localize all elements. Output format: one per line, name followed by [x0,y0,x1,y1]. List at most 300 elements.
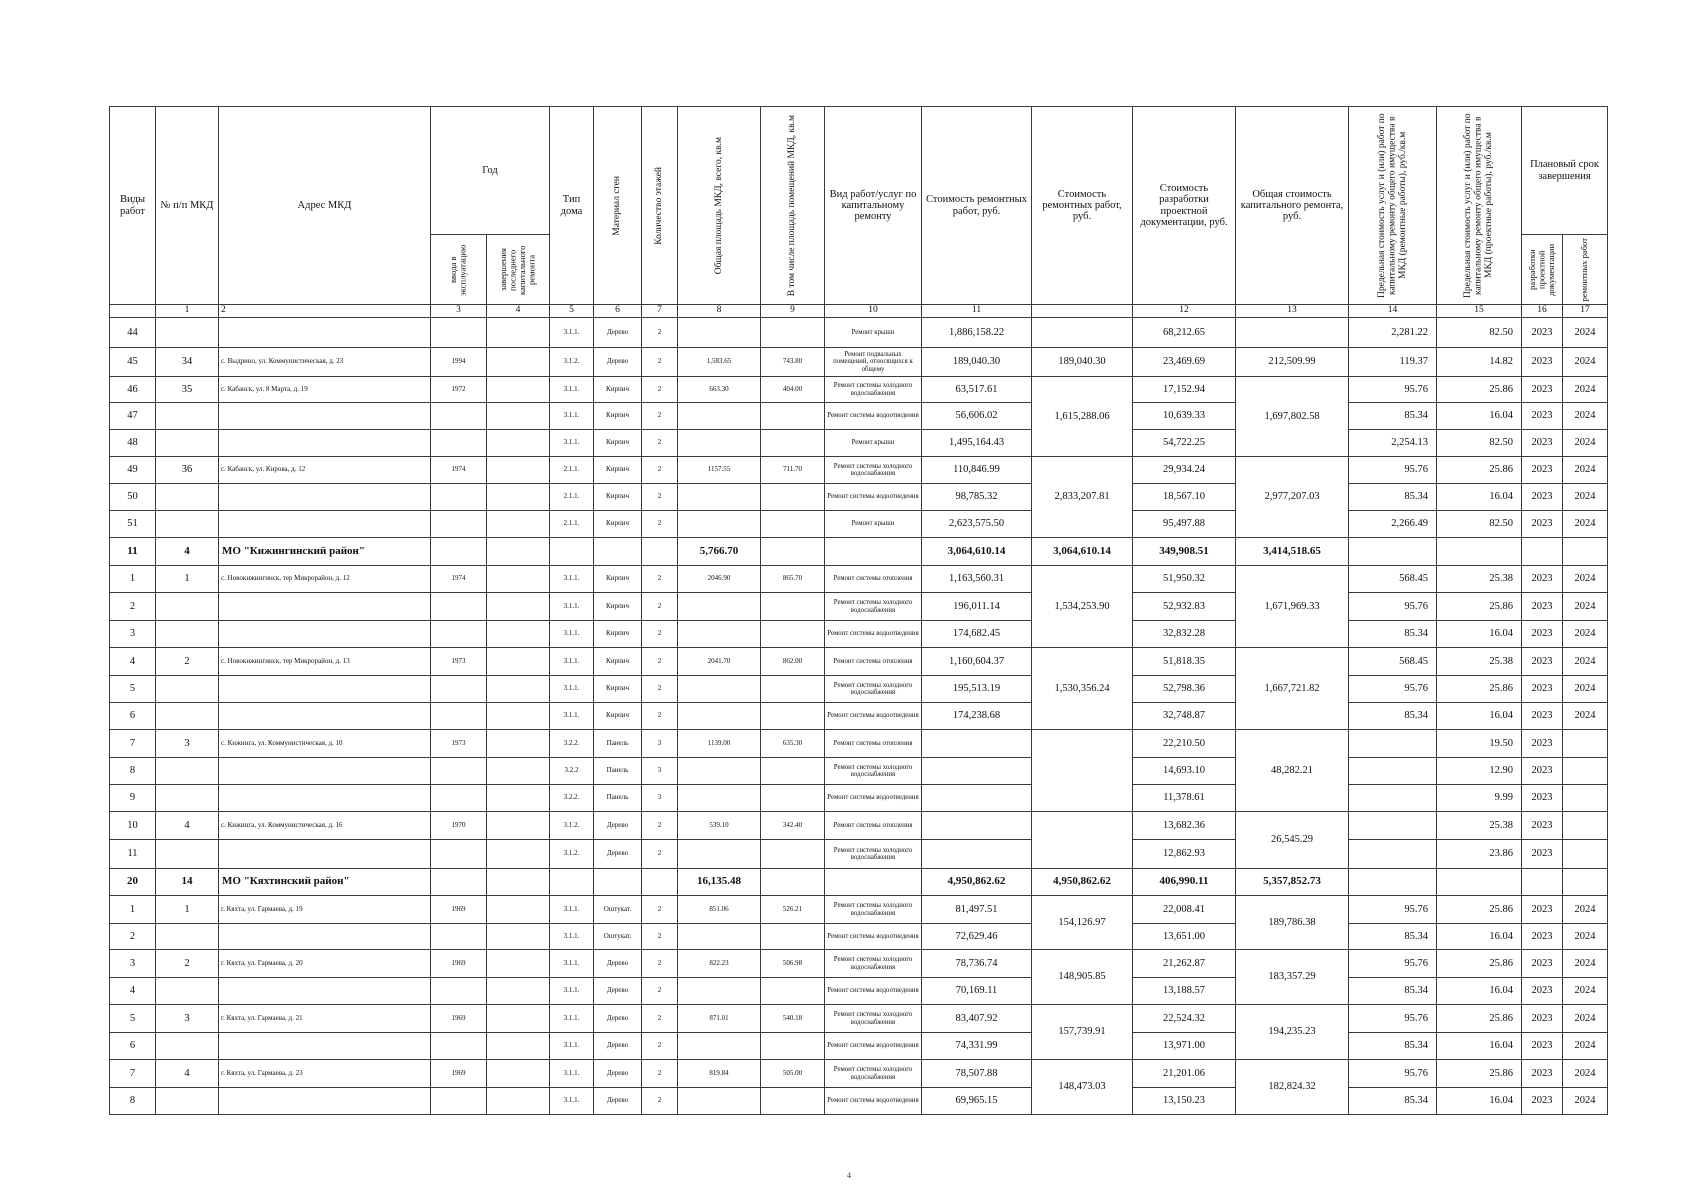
header-deadline-design: разработки проектной документации [1522,235,1563,305]
floors: 2 [642,1033,678,1060]
deadline-repair: 2024 [1563,621,1608,648]
deadline-design: 2023 [1522,648,1563,676]
year-last-repair [487,1060,550,1088]
year-commissioned [431,484,487,511]
total-area: 851.06 [678,896,761,924]
header-floors: Количество этажей [642,107,678,305]
year-last-repair [487,703,550,730]
year-last-repair [487,566,550,593]
deadline-design: 2023 [1522,676,1563,703]
total-cost: 1,667,721.82 [1236,648,1349,730]
col-num: 15 [1437,305,1522,318]
cell-empty [594,869,642,896]
deadline-design: 2023 [1522,377,1563,403]
limit-design-per-sqm: 16.04 [1437,621,1522,648]
deadline-design: 2023 [1522,430,1563,457]
limit-repair-per-sqm [1349,730,1437,758]
total-cost: 26,545.29 [1236,812,1349,869]
year-last-repair [487,812,550,840]
house-type: 3.1.1. [550,403,594,430]
limit-repair-per-sqm [1349,758,1437,785]
limit-design-per-sqm: 25.86 [1437,896,1522,924]
floors: 2 [642,403,678,430]
address [219,403,431,430]
work-count: 11 [110,538,156,566]
wall-material: Дерево [594,1005,642,1033]
total-area [678,621,761,648]
work-type: Ремонт системы водоотведения [825,785,922,812]
total-area [678,318,761,348]
premises-area [761,511,825,538]
repair-cost: 1,886,158.22 [922,318,1032,348]
premises-area [761,924,825,950]
premises-area: 505.00 [761,1060,825,1088]
deadline-repair: 2024 [1563,1088,1608,1115]
year-commissioned: 1970 [431,812,487,840]
design-cost: 21,262.87 [1133,950,1236,978]
year-last-repair [487,730,550,758]
limit-repair-per-sqm: 95.76 [1349,457,1437,484]
mkd-number [156,758,219,785]
address: с. Кабанск, ул. Кирова, д. 12 [219,457,431,484]
design-cost: 18,567.10 [1133,484,1236,511]
work-number: 6 [110,703,156,730]
work-number: 9 [110,785,156,812]
address [219,1033,431,1060]
repair-cost: 78,736.74 [922,950,1032,978]
deadline-repair: 2024 [1563,593,1608,621]
table-row [110,978,1608,1005]
cell-empty [1437,538,1522,566]
limit-design-per-sqm: 25.38 [1437,812,1522,840]
work-type: Ремонт системы водоотведения [825,403,922,430]
col-num: 17 [1563,305,1608,318]
deadline-repair: 2024 [1563,403,1608,430]
wall-material: Дерево [594,1060,642,1088]
year-last-repair [487,785,550,812]
wall-material: Панель [594,730,642,758]
year-commissioned: 1974 [431,566,487,593]
limit-repair-per-sqm: 85.34 [1349,403,1437,430]
header-design-cost: Стоимость разработки проектной документации, руб. [1133,107,1236,305]
year-commissioned [431,840,487,869]
repair-cost-total: 157,739.91 [1032,1005,1133,1060]
limit-repair-per-sqm: 85.34 [1349,978,1437,1005]
design-cost: 29,934.24 [1133,457,1236,484]
total-cost: 194,235.23 [1236,1005,1349,1060]
work-number: 8 [110,1088,156,1115]
year-commissioned: 1994 [431,348,487,377]
mkd-number [156,703,219,730]
premises-area [761,703,825,730]
total-area: 2041.70 [678,648,761,676]
house-type: 3.1.1. [550,648,594,676]
design-cost: 13,651.00 [1133,924,1236,950]
cell-empty [825,869,922,896]
mkd-number [156,511,219,538]
limit-design-per-sqm: 19.50 [1437,730,1522,758]
mkd-number [156,403,219,430]
floors: 2 [642,648,678,676]
wall-material: Дерево [594,812,642,840]
wall-material: Дерево [594,318,642,348]
column-numbers-row [110,305,1608,318]
year-commissioned [431,978,487,1005]
table-row [110,566,1608,593]
premises-area [761,1033,825,1060]
year-commissioned: 1969 [431,896,487,924]
deadline-repair: 2024 [1563,896,1608,924]
repair-cost: 196,011.14 [922,593,1032,621]
deadline-design: 2023 [1522,758,1563,785]
limit-design-per-sqm: 25.86 [1437,1060,1522,1088]
address: г. Кяхта, ул. Гармаева, д. 20 [219,950,431,978]
table-row [110,924,1608,950]
total-area [678,1088,761,1115]
repair-cost: 174,238.68 [922,703,1032,730]
cell-empty [761,538,825,566]
house-type: 2.1.1. [550,511,594,538]
repair-cost: 63,517.61 [922,377,1032,403]
year-last-repair [487,318,550,348]
deadline-repair: 2024 [1563,511,1608,538]
wall-material: Дерево [594,978,642,1005]
mkd-number: 4 [156,812,219,840]
total-area [678,1033,761,1060]
design-cost: 54,722.25 [1133,430,1236,457]
design-cost: 51,950.32 [1133,566,1236,593]
deadline-repair: 2024 [1563,648,1608,676]
municipality-subtotal-row [110,538,1608,566]
col-num: 3 [431,305,487,318]
wall-material: Кирпич [594,593,642,621]
floors: 2 [642,703,678,730]
floors: 2 [642,1088,678,1115]
total-area [678,676,761,703]
address [219,978,431,1005]
work-type: Ремонт крыши [825,430,922,457]
municipality-name: МО "Кяхтинский район" [219,869,431,896]
work-type: Ремонт системы водоотведения [825,978,922,1005]
repair-cost: 189,040.30 [922,348,1032,377]
repair-cost: 70,169.11 [922,978,1032,1005]
table-row [110,758,1608,785]
work-number: 1 [110,566,156,593]
house-type: 3.1.2. [550,840,594,869]
deadline-design: 2023 [1522,785,1563,812]
deadline-repair [1563,785,1608,812]
mkd-number: 1 [156,566,219,593]
year-last-repair [487,621,550,648]
wall-material: Кирпич [594,703,642,730]
table-row [110,1060,1608,1088]
mkd-number [156,430,219,457]
table-row [110,593,1608,621]
repair-cost-total: 2,833,207.81 [1032,457,1133,538]
premises-area [761,430,825,457]
deadline-repair [1563,730,1608,758]
repair-cost-total: 148,473.03 [1032,1060,1133,1115]
work-type: Ремонт системы водоотведения [825,924,922,950]
total-area: 871.01 [678,1005,761,1033]
design-cost: 11,378.61 [1133,785,1236,812]
cell-empty [1522,538,1563,566]
work-type: Ремонт системы холодного водоснабжения [825,896,922,924]
year-commissioned [431,785,487,812]
work-number: 51 [110,511,156,538]
repair-cost-total: 148,905.85 [1032,950,1133,1005]
work-number: 45 [110,348,156,377]
work-number: 6 [110,1033,156,1060]
limit-repair-per-sqm: 85.34 [1349,703,1437,730]
design-cost: 51,818.35 [1133,648,1236,676]
deadline-design: 2023 [1522,1088,1563,1115]
mkd-number [156,621,219,648]
limit-design-per-sqm: 25.38 [1437,566,1522,593]
floors: 2 [642,840,678,869]
premises-area [761,318,825,348]
year-commissioned [431,1088,487,1115]
floors: 2 [642,676,678,703]
year-last-repair [487,457,550,484]
repair-cost-total: 154,126.97 [1032,896,1133,950]
deadline-design: 2023 [1522,840,1563,869]
repair-cost [922,758,1032,785]
year-commissioned: 1969 [431,950,487,978]
total-area: 663.30 [678,377,761,403]
year-commissioned [431,924,487,950]
wall-material: Кирпич [594,511,642,538]
col-num: 11 [922,305,1032,318]
repair-cost: 98,785.32 [922,484,1032,511]
year-commissioned: 1969 [431,1005,487,1033]
year-last-repair [487,377,550,403]
repair-cost: 1,160,604.37 [922,648,1032,676]
repair-cost: 78,507.88 [922,1060,1032,1088]
col-num: 2 [219,305,431,318]
deadline-repair [1563,840,1608,869]
total-area [678,430,761,457]
total-area: 1139.00 [678,730,761,758]
address: с. Выдрино, ул. Коммунистическая, д. 23 [219,348,431,377]
total-cost: 182,824.32 [1236,1060,1349,1115]
col-num: 12 [1133,305,1236,318]
limit-repair-per-sqm: 95.76 [1349,676,1437,703]
subtotal-repair-cost-total: 4,950,862.62 [1032,869,1133,896]
design-cost: 13,150.23 [1133,1088,1236,1115]
house-type: 3.1.1. [550,318,594,348]
year-commissioned: 1969 [431,1060,487,1088]
repair-cost: 81,497.51 [922,896,1032,924]
limit-design-per-sqm: 16.04 [1437,703,1522,730]
address: г. Кяхта, ул. Гармаева, д. 23 [219,1060,431,1088]
total-area: 1157.55 [678,457,761,484]
deadline-repair [1563,812,1608,840]
floors: 2 [642,511,678,538]
table-row [110,511,1608,538]
deadline-design: 2023 [1522,1005,1563,1033]
mkd-number: 34 [156,348,219,377]
subtotal-area: 16,135.48 [678,869,761,896]
work-type: Ремонт крыши [825,511,922,538]
limit-repair-per-sqm [1349,812,1437,840]
deadline-design: 2023 [1522,457,1563,484]
premises-area [761,840,825,869]
repair-cost [922,785,1032,812]
design-cost: 22,524.32 [1133,1005,1236,1033]
repair-cost-total [1032,730,1133,812]
col-num: 6 [594,305,642,318]
work-type: Ремонт системы отопления [825,812,922,840]
address [219,703,431,730]
work-type: Ремонт подвальных помещений, относящихся к общему [825,348,922,377]
col-num: 14 [1349,305,1437,318]
table-row [110,403,1608,430]
work-type: Ремонт системы холодного водоснабжения [825,457,922,484]
floors: 2 [642,593,678,621]
table-row [110,703,1608,730]
address: с. Кижинга, ул. Коммунистическая, д. 16 [219,812,431,840]
address [219,758,431,785]
header-vidy-rabot: Виды работ [110,107,156,305]
floors: 2 [642,430,678,457]
deadline-design: 2023 [1522,511,1563,538]
year-commissioned [431,511,487,538]
col-num: 9 [761,305,825,318]
floors: 2 [642,1005,678,1033]
work-number: 11 [110,840,156,869]
year-commissioned [431,1033,487,1060]
limit-repair-per-sqm: 85.34 [1349,1088,1437,1115]
work-number: 47 [110,403,156,430]
subtotal-total-cost: 5,357,852.73 [1236,869,1349,896]
premises-area [761,785,825,812]
cell-empty [642,869,678,896]
work-number: 5 [110,1005,156,1033]
deadline-design: 2023 [1522,348,1563,377]
year-last-repair [487,758,550,785]
repair-cost-total [1032,812,1133,869]
deadline-repair: 2024 [1563,1060,1608,1088]
wall-material: Кирпич [594,648,642,676]
address [219,430,431,457]
year-commissioned: 1972 [431,377,487,403]
limit-repair-per-sqm: 95.76 [1349,1005,1437,1033]
year-commissioned [431,593,487,621]
floors: 2 [642,950,678,978]
repair-register-table [109,106,1608,1115]
cell-empty [487,538,550,566]
deadline-repair: 2024 [1563,1005,1608,1033]
premises-area: 743.80 [761,348,825,377]
col-num: 10 [825,305,922,318]
table-header [110,107,1608,318]
house-type: 3.1.2. [550,812,594,840]
work-type: Ремонт системы водоотведения [825,1033,922,1060]
address: с. Кижинга, ул. Коммунистическая, д. 10 [219,730,431,758]
year-last-repair [487,484,550,511]
floors: 2 [642,566,678,593]
floors: 2 [642,377,678,403]
house-type: 3.1.1. [550,1005,594,1033]
work-type: Ремонт системы водоотведения [825,703,922,730]
house-type: 3.1.1. [550,950,594,978]
deadline-design: 2023 [1522,703,1563,730]
address [219,621,431,648]
limit-design-per-sqm: 82.50 [1437,511,1522,538]
limit-repair-per-sqm: 568.45 [1349,566,1437,593]
total-cost: 2,977,207.03 [1236,457,1349,538]
work-type: Ремонт системы холодного водоснабжения [825,950,922,978]
limit-repair-per-sqm: 119.37 [1349,348,1437,377]
year-commissioned [431,318,487,348]
floors: 3 [642,758,678,785]
house-type: 3.1.1. [550,978,594,1005]
cell-empty [487,869,550,896]
deadline-repair: 2024 [1563,566,1608,593]
year-commissioned [431,430,487,457]
mkd-number: 3 [156,1005,219,1033]
table-row [110,430,1608,457]
col-num: 13 [1236,305,1349,318]
subtotal-design-cost: 349,908.51 [1133,538,1236,566]
work-number: 7 [110,730,156,758]
wall-material: Кирпич [594,377,642,403]
wall-material: Кирпич [594,621,642,648]
header-house-type: Тип дома [550,107,594,305]
deadline-repair [1563,758,1608,785]
work-number: 3 [110,621,156,648]
table-row [110,840,1608,869]
premises-area [761,484,825,511]
year-last-repair [487,1088,550,1115]
total-area [678,978,761,1005]
limit-repair-per-sqm: 95.76 [1349,1060,1437,1088]
deadline-design: 2023 [1522,318,1563,348]
design-cost: 17,152.94 [1133,377,1236,403]
table-row [110,1088,1608,1115]
deadline-repair: 2024 [1563,924,1608,950]
table-row [110,484,1608,511]
house-type: 3.1.1. [550,896,594,924]
address: г. Кяхта, ул. Гармаева, д. 21 [219,1005,431,1033]
work-type: Ремонт системы холодного водоснабжения [825,1005,922,1033]
wall-material: Дерево [594,840,642,869]
work-type: Ремонт системы холодного водоснабжения [825,840,922,869]
repair-cost-total: 1,530,356.24 [1032,648,1133,730]
year-last-repair [487,676,550,703]
subtotal-design-cost: 406,990.11 [1133,869,1236,896]
year-last-repair [487,403,550,430]
wall-material: Кирпич [594,484,642,511]
premises-area [761,676,825,703]
deadline-design: 2023 [1522,1033,1563,1060]
col-num: 4 [487,305,550,318]
total-cost: 1,697,802.58 [1236,377,1349,457]
subtotal-repair-cost-total: 3,064,610.14 [1032,538,1133,566]
cell-empty [761,869,825,896]
limit-design-per-sqm: 82.50 [1437,318,1522,348]
table-row [110,730,1608,758]
deadline-design: 2023 [1522,924,1563,950]
repair-cost: 74,331.99 [922,1033,1032,1060]
deadline-design: 2023 [1522,1060,1563,1088]
page-number: 4 [847,1171,851,1180]
work-type: Ремонт системы водоотведения [825,1088,922,1115]
header-wall-material: Материал стен [594,107,642,305]
cell-empty [1522,869,1563,896]
design-cost: 52,798.36 [1133,676,1236,703]
